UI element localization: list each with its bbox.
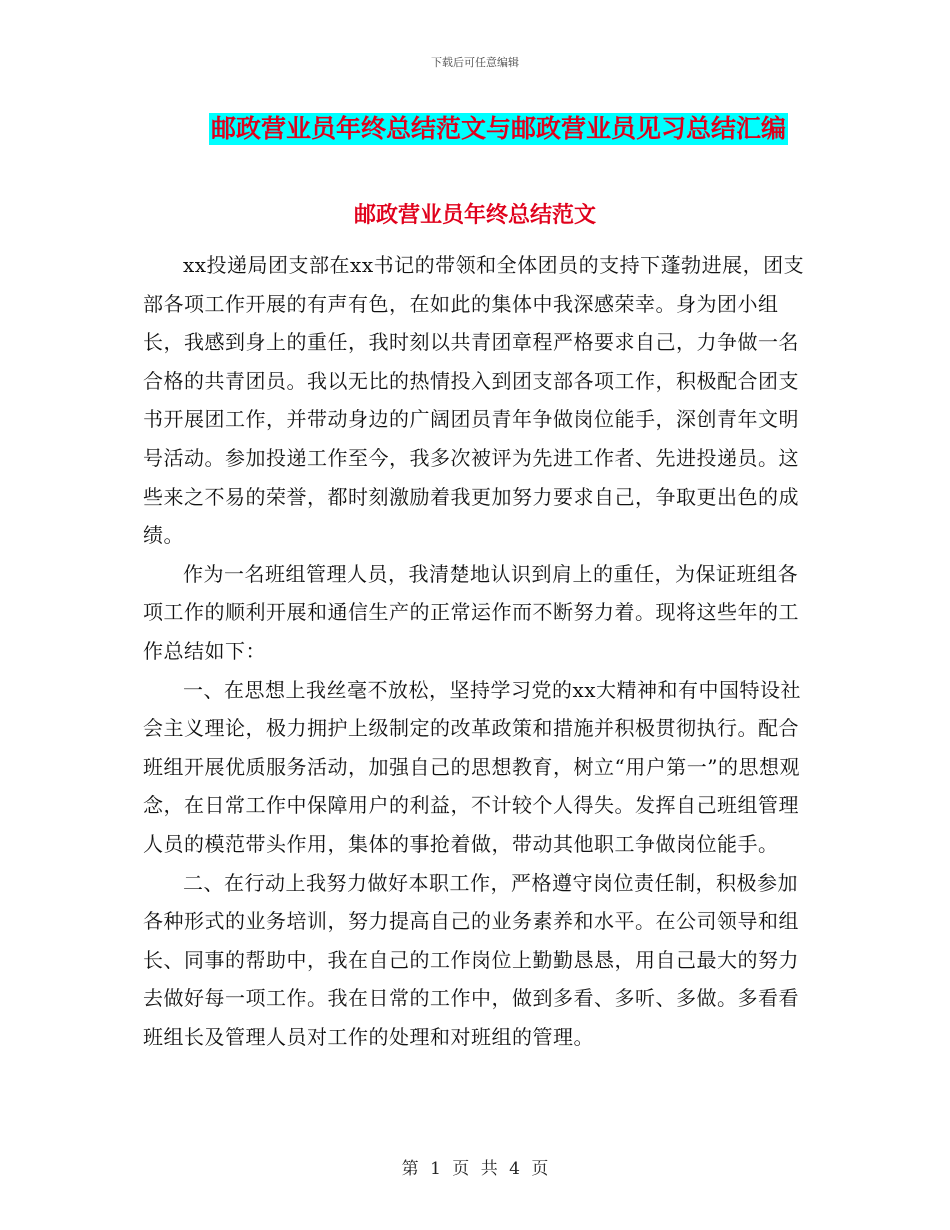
- main-title: 邮政营业员年终总结范文与邮政营业员见习总结汇编: [210, 114, 786, 143]
- paragraph-3: 一、在思想上我丝毫不放松，坚持学习党的xx大精神和有中国特设社会主义理论，极力拥护上级制定的改革政策和措施并积极贯彻执行。配合班组开展优质服务活动，加强自己的思想教育，树立“用户第一”的思想观念，在日常工作中保障用户的利益，不计较个人得失。发挥自己班组管理人员的模范带头作用，集体的事抢着做，带动其他职工争做岗位能手。: [143, 677, 802, 856]
- document-body: [143, 246, 807, 1056]
- page-footer: 第 1 页 共 4 页: [401, 1159, 549, 1179]
- header-note: 下载后可任意编辑: [431, 56, 519, 69]
- paragraph-1: xx投递局团支部在xx书记的带领和全体团员的支持下蓬勃进展，团支部各项工作开展的有声有色，在如此的集体中我深感荣幸。身为团小组长，我感到身上的重任，我时刻以共青团章程严格要求自己，力争做一名合格的共青团员。我以无比的热情投入到团支部各项工作，积极配合团支书开展团工作，并带动身边的广阔团员青年争做岗位能手，深创青年文明号活动。参加投递工作至今，我多次被评为先进工作者、先进投递员。这些来之不易的荣誉，都时刻激励着我更加努力要求自己，争取更出色的成绩。: [143, 253, 805, 548]
- main-title-container: [0, 113, 950, 145]
- paragraph-2: 作为一名班组管理人员，我清楚地认识到肩上的重任，为保证班组各项工作的顺利开展和通信生产的正常运作而不断努力着。现将这些年的工作总结如下：: [143, 561, 799, 663]
- paragraph-4: 二、在行动上我努力做好本职工作，严格遵守岗位责任制，积极参加各种形式的业务培训，努力提高自己的业务素养和水平。在公司领导和组长、同事的帮助中，我在自己的工作岗位上勤勤恳恳，用自己最大的努力去做好每一项工作。我在日常的工作中，做到多看、多听、多做。多看看班组长及管理人员对工作的处理和对班组的管理。: [143, 870, 799, 1049]
- section-title: 邮政营业员年终总结范文: [353, 203, 596, 228]
